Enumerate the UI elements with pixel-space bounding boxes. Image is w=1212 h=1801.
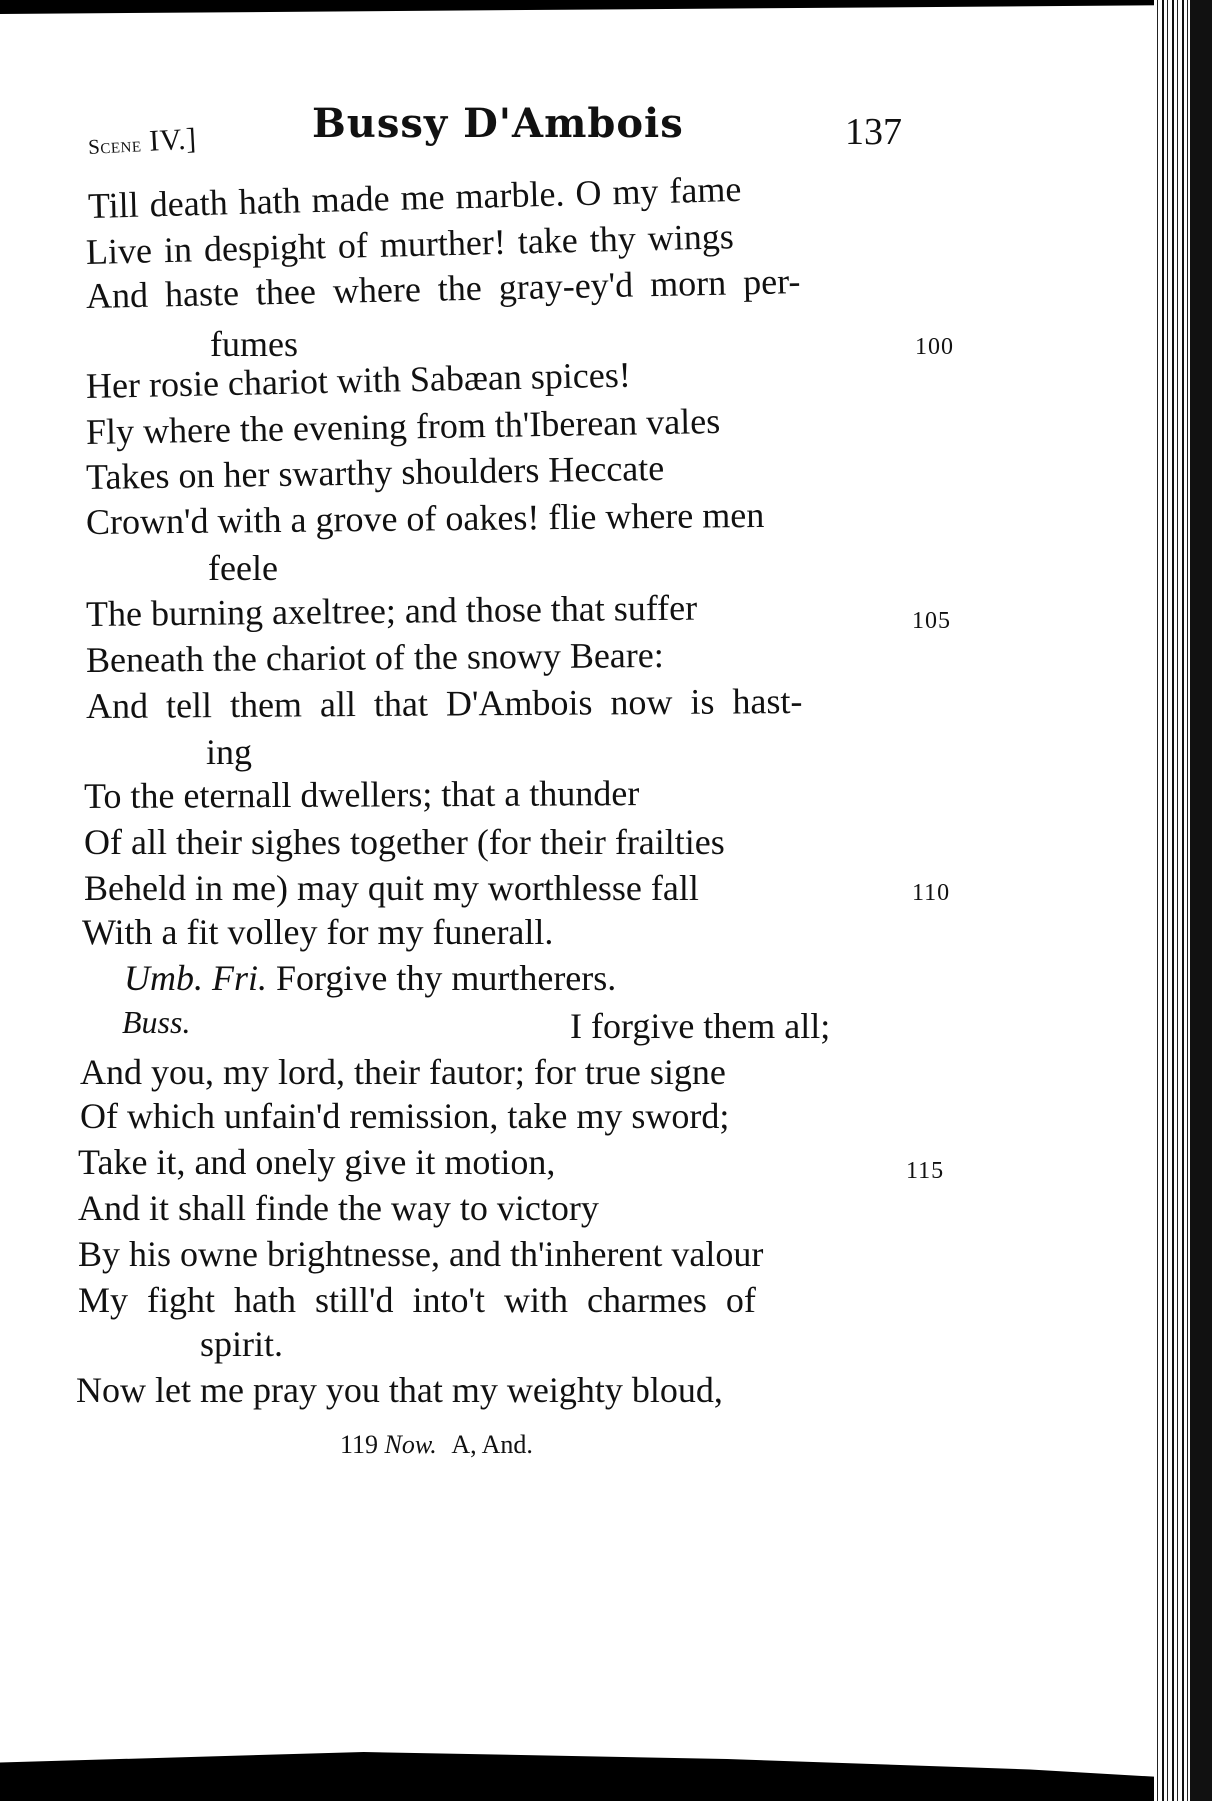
verse-line: Take it, and onely give it motion, — [78, 1142, 556, 1182]
verse-line: Her rosie chariot with Sabæan spices! — [85, 354, 632, 406]
verse-line: Live in despight of murther! take thy wings — [85, 216, 735, 272]
textual-footnote — [340, 1430, 533, 1460]
verse-line: Beheld in me) may quit my worthlesse fall — [84, 868, 699, 908]
speaker-name: Buss. — [122, 1004, 191, 1040]
verse-line: With a fit volley for my funerall. — [82, 912, 554, 952]
verse-line: My fight hath still'd into't with charmes of — [78, 1280, 756, 1320]
line-number: 105 — [912, 608, 951, 634]
verse-line: Now let me pray you that my weighty bloud, — [76, 1370, 723, 1410]
speech-text: Forgive thy murtherers. — [276, 958, 617, 998]
verse-line: Of which unfain'd remission, take my sword; — [80, 1096, 730, 1136]
speaker-name: Umb. Fri. — [124, 958, 267, 998]
verse-line: By his owne brightnesse, and th'inherent valour — [78, 1234, 764, 1274]
verse-line: Fly where the evening from th'Iberean vales — [85, 400, 721, 452]
verse-line: Crown'd with a grove of oakes! flie where men — [85, 494, 765, 542]
verse-line: And haste thee where the gray-ey'd morn per- — [85, 261, 801, 316]
verse-line: Beneath the chariot of the snowy Beare: — [85, 634, 664, 680]
verse-line: And it shall finde the way to victory — [78, 1188, 599, 1228]
verse-line: To the eternall dwellers; that a thunder — [83, 773, 640, 816]
verse-line: Till death hath made me marble. O my fame — [87, 168, 742, 226]
scene-label — [87, 122, 197, 162]
verse-line: Takes on her swarthy shoulders Heccate — [85, 447, 665, 497]
verse-line: Of all their sighes together (for their frailties — [84, 822, 725, 862]
line-number: 100 — [915, 334, 954, 360]
verse-line: fumes — [210, 324, 298, 364]
footnote-variant: A, And. — [451, 1430, 533, 1459]
verse-line: feele — [208, 548, 278, 588]
footnote-line-number: 119 — [340, 1430, 379, 1459]
line-number: 115 — [906, 1158, 945, 1184]
scene-number: IV.] — [148, 122, 198, 158]
speech-text: I forgive them all; — [570, 1006, 831, 1046]
verse-line: spirit. — [200, 1324, 284, 1364]
page-number: 137 — [845, 111, 902, 153]
verse-line: And you, my lord, their fautor; for true signe — [80, 1052, 726, 1092]
running-title: Bussy D'Ambois — [312, 100, 684, 147]
page-edge-dark — [1190, 0, 1212, 1801]
line-number: 110 — [912, 880, 951, 906]
verse-line: And tell them all that D'Ambois now is hast- — [85, 680, 803, 726]
verse-line: ing — [206, 732, 253, 772]
scan-shadow-bottom — [0, 1731, 1212, 1801]
footnote-word: Now. — [384, 1430, 437, 1459]
speech-line — [124, 960, 616, 996]
scene-prefix: Scene — [87, 132, 143, 159]
verse-line: The burning axeltree; and those that suffer — [85, 587, 698, 634]
scan-shadow-top — [0, 0, 1212, 14]
